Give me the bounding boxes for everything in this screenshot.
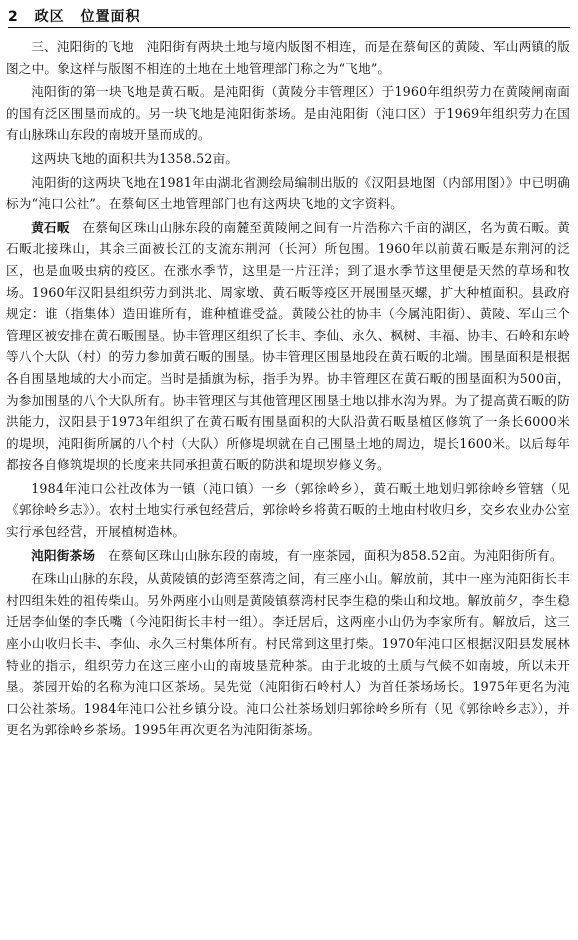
run-in-heading: 沌阳街茶场 (31, 547, 96, 563)
paragraph-text: 沌阳街的第一块飞地是黄石畈。是沌阳街（黄陵分丰管理区）于1960年组织劳力在黄陵闸南面的国有泛区围垦而成的。另一块飞地是沌阳街茶场。是由沌阳街（沌口区）于1969年组织劳力在国有山脉珠山东段的南坡开垦而成的。 (6, 84, 570, 143)
page-number: 2 (8, 9, 19, 25)
paragraph-text: 1984年沌口公社改体为一镇（沌口镇）一乡（郭徐岭乡），黄石畈土地划归郭徐岭乡管辖（见《郭徐岭乡志》）。农村土地实行承包经营后，郭徐岭乡将黄石畈的土地由村收归乡，交乡农业办公室实行承包经营，开展植树造林。 (6, 480, 570, 540)
paragraph-text: 在蔡甸区珠山山脉东段的南坡，有一座茶园，面积为858.52亩。为沌阳街所有。 (95, 547, 563, 563)
section-title: 政区 (34, 9, 65, 25)
running-head (8, 6, 570, 26)
paragraph (6, 217, 570, 476)
paragraph (6, 568, 570, 741)
paragraph (6, 148, 570, 170)
body-text (6, 36, 570, 742)
paragraph (6, 81, 570, 146)
paragraph-text: 这两块飞地的面积共为1358.52亩。 (31, 150, 239, 166)
subsection-title: 位置面积 (80, 9, 141, 25)
paragraph (6, 478, 570, 543)
paragraph (6, 36, 570, 79)
paragraph (6, 545, 570, 567)
paragraph-text: 在珠山山脉的东段，从黄陵镇的彭湾至蔡湾之间，有三座小山。解放前，其中一座为沌阳街长丰村四组朱姓的祖传柴山。另外两座小山则是黄陵镇蔡湾村民李生稳的柴山和坟地。解放前夕，李生稳迁居李仙堡的李氏嘴（今沌阳街长丰村一组）。李迁居后，这两座小山仍为李家所有。解放后，这三座小山收归长丰、李仙、永久三村集体所有。村民常到这里打柴。1970年沌口区根据汉阳县发展林特业的指示，组织劳力在这三座小山的南坡垦荒种茶。由于北坡的土质与气候不如南坡，所以未开垦。茶园开始的名称为沌口区茶场。吴先觉（沌阳街石岭村人）为首任茶场场长。1975年更名为沌口公社茶场。1984年沌口公社乡镇分设。沌口公社茶场划归郭徐岭乡所有（见《郭徐岭乡志》），并更名为郭徐岭乡茶场。1995年再次更名为沌阳街茶场。 (6, 571, 570, 738)
paragraph (6, 172, 570, 215)
paragraph-text: 沌阳街的这两块飞地在1981年由湖北省测绘局编制出版的《汉阳县地图（内部用图）》中已明确标为“沌口公社”。在蔡甸区土地管理部门也有这两块飞地的文字资料。 (6, 174, 570, 212)
paragraph-text: 三、沌阳街的飞地 沌阳街有两块土地与境内版图不相连，而是在蔡甸区的黄陵、军山两镇的版图之中。象这样与版图不相连的土地在土地管理部门称之为“飞地”。 (6, 39, 570, 76)
run-in-heading: 黄石畈 (31, 219, 70, 235)
paragraph-text: 在蔡甸区珠山山脉东段的南麓至黄陵闸之间有一片浩称六千亩的湖区，名为黄石畈。黄石畈北接珠山，其余三面被长江的支流东荆河（长河）所包围。1960年以前黄石畈是东荆河的泛区，也是血吸虫病的疫区。在涨水季节，这里是一片汪洋；到了退水季节这里便是天然的草场和牧场。1960年汉阳县组织劳力到洪北、周家墩、黄石畈等疫区开展围垦灭螺，扩大种植面积。县政府规定：谁（指集体）造田谁所有，谁种植谁受益。黄陵公社的协丰（今属沌阳街）、黄陵、军山三个管理区被安排在黄石畈围垦。协丰管理区组织了长丰、李仙、永久、枫树、丰福、协丰、石岭和东岭等八个大队（村）的劳力参加黄石畈的围垦。协丰管理区围垦地段在黄石畈的北端。围垦面积是根据各自围垦地域的大小而定。当时是插旗为标，指手为界。协丰管理区在黄石畈的围垦面积为500亩，为参加围垦的八个大队所有。协丰管理区与其他管理区围垦土地以排水沟为界。为了提高黄石畈的防洪能力，汉阳县于1973年组织了在黄石畈有围垦面积的大队沿黄石畈垦植区修筑了一条长6000米的堤坝，沌阳街所属的八个村（大队）所修堤坝就在自己围垦土地的周边，堤长1600米。以后每年都按各自修筑堤坝的长度来共同承担黄石畈的防洪和堤坝岁修义务。 (6, 219, 570, 473)
header-rule (8, 27, 570, 28)
